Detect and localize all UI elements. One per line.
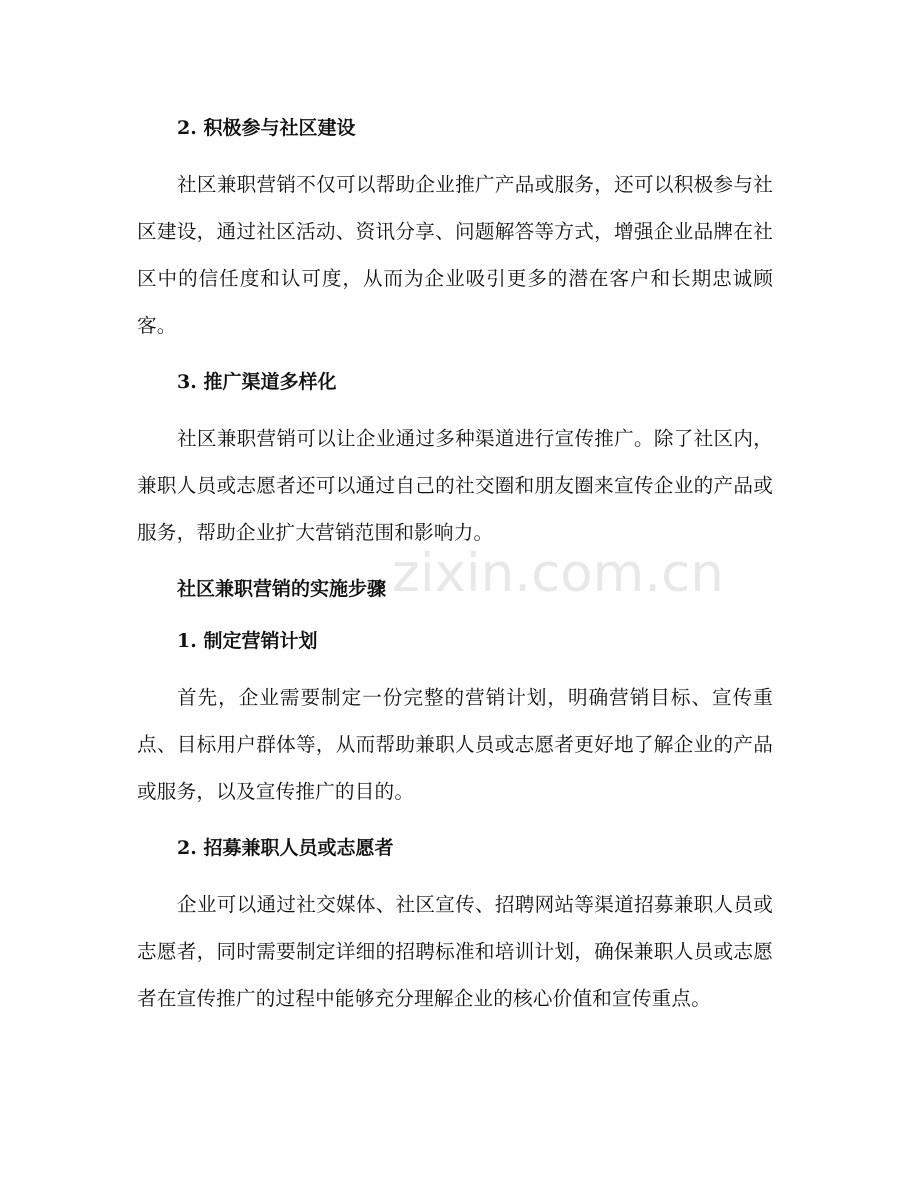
document-body [137, 109, 773, 1022]
section-heading-marketing-plan: 1. 制定营销计划 [177, 630, 318, 652]
paragraph-recruit-volunteers: 企业可以通过社交媒体、社区宣传、招聘网站等渠道招募兼职人员或志愿者，同时需要制定详细的招聘标准和培训计划，确保兼职人员或志愿者在宣传推广的过程中能够充分理解企业的核心价值和宣传重点。 [137, 893, 773, 1010]
paragraph-marketing-plan: 首先，企业需要制定一份完整的营销计划，明确营销目标、宣传重点、目标用户群体等，从而帮助兼职人员或志愿者更好地了解企业的产品或服务，以及宣传推广的目的。 [137, 686, 773, 803]
section-heading-implementation-steps: 社区兼职营销的实施步骤 [177, 578, 387, 600]
section-heading-recruit-volunteers: 2. 招募兼职人员或志愿者 [177, 837, 394, 859]
section-heading-community-building: 2. 积极参与社区建设 [177, 117, 356, 139]
paragraph-community-building: 社区兼职营销不仅可以帮助企业推广产品或服务，还可以积极参与社区建设，通过社区活动、资讯分享、问题解答等方式，增强企业品牌在社区中的信任度和认可度，从而为企业吸引更多的潜在客户和长期忠诚顾客。 [137, 173, 773, 337]
paragraph-channel-diversity: 社区兼职营销可以让企业通过多种渠道进行宣传推广。除了社区内，兼职人员或志愿者还可以通过自己的社交圈和朋友圈来宣传企业的产品或服务，帮助企业扩大营销范围和影响力。 [137, 427, 773, 544]
section-heading-channel-diversity: 3. 推广渠道多样化 [177, 371, 337, 393]
watermark: zixin.com.cn [392, 543, 724, 604]
